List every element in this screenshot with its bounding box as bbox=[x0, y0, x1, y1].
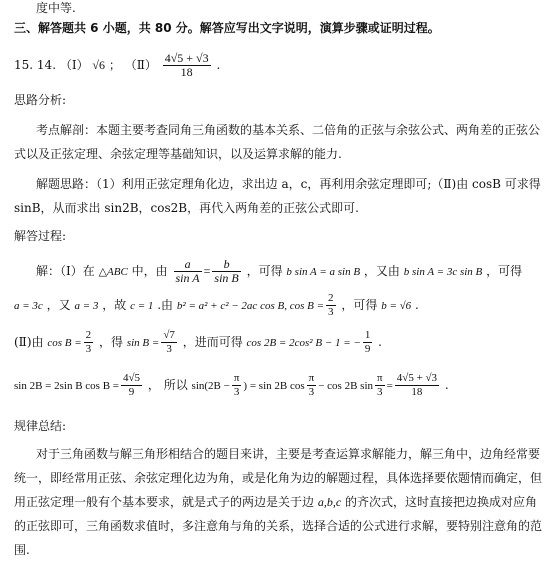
answer-end: . bbox=[216, 58, 221, 72]
step4-frac3 bbox=[307, 372, 317, 399]
guilv-title: 规律总结: bbox=[14, 419, 67, 433]
solution-step3 bbox=[14, 326, 382, 358]
step3-frac1-den: 3 bbox=[85, 343, 92, 355]
step4-equals: = bbox=[386, 380, 393, 392]
part2-numerator: 4√5 + √3 bbox=[164, 51, 209, 65]
jieti-line2: sinB，从而求出 sin2B，cos2B，再代入两角差的正弦公式即可. bbox=[14, 201, 359, 215]
part1-label: （Ⅰ） bbox=[59, 58, 89, 72]
step4-frac1 bbox=[121, 372, 142, 399]
guilv-line2: 统一，即经常用正弦、余弦定理化边为角，或是化角为边的解题过程，具体选择要依题情而确定，但 bbox=[14, 471, 543, 485]
step4-frac3-num: π bbox=[308, 372, 315, 384]
guilv-line3 bbox=[14, 494, 537, 510]
step3-frac2-num: √7 bbox=[163, 329, 175, 341]
step3-frac2-den: 3 bbox=[166, 343, 172, 355]
step4-text-a: ， 所以 bbox=[147, 378, 188, 392]
silu-fenxi-title: 思路分析: bbox=[14, 93, 67, 107]
step2-frac-den: 3 bbox=[328, 306, 334, 318]
step1-eq: = bbox=[203, 264, 211, 278]
jieti-line1: 解题思路：（1）利用正弦定理角化边，求出边 a，c，再利用余弦定理即可;（Ⅱ)由 cosB 可求得 bbox=[36, 177, 541, 191]
step1-text-d: ，又由 bbox=[363, 264, 400, 278]
answer-line bbox=[14, 46, 220, 84]
step2-text-d: ，可得 bbox=[341, 298, 378, 312]
step1-frac1 bbox=[174, 258, 202, 285]
step2-expr3: c = 1 bbox=[130, 300, 154, 312]
part2-denominator: 18 bbox=[180, 65, 193, 79]
step2-expr1: a = 3c bbox=[14, 300, 43, 312]
step3-frac1 bbox=[84, 329, 94, 356]
step3-expr3: cos 2B = 2cos² B − 1 = − bbox=[246, 337, 361, 349]
step4-frac3-den: 3 bbox=[308, 386, 315, 398]
step3-text-d: . bbox=[378, 335, 382, 349]
kaodian-line2: 式以及正弦定理、余弦定理等基础知识，以及运算求解的能力. bbox=[14, 147, 342, 161]
step4-frac2-num: π bbox=[233, 372, 240, 384]
step2-text-e: . bbox=[414, 298, 419, 312]
step2-expr4: b² = a² + c² − 2ac cos B, cos B = bbox=[176, 300, 325, 312]
guilv-line3-c: 的齐次式，这时直接把边换成对应角 bbox=[345, 495, 538, 509]
step4-frac4-num: π bbox=[377, 372, 383, 384]
kaodian-line1: 考点解剖：本题主要考查同角三角函数的基本关系、二倍角的正弦与余弦公式、两角差的正弦公 bbox=[36, 123, 541, 137]
step2-expr2: a = 3 bbox=[74, 300, 99, 312]
step3-text-b: ，得 bbox=[99, 335, 124, 349]
separator: ； bbox=[108, 58, 121, 72]
step4-mid2: − cos 2B sin bbox=[318, 380, 373, 392]
step1-text-b: 中，由 bbox=[131, 264, 168, 278]
step2-text-a: ，又 bbox=[46, 298, 71, 312]
step4-frac4 bbox=[375, 372, 385, 399]
step4-frac1-den: 9 bbox=[128, 386, 135, 398]
step4-sin: sin bbox=[191, 380, 205, 392]
step3-text-a: (Ⅱ)由 bbox=[14, 335, 44, 349]
step4-paren-open: (2B − bbox=[204, 380, 230, 392]
section-heading: 三、解答题共 6 小题，共 80 分。解答应写出文字说明，演算步骤或证明过程。 bbox=[14, 21, 440, 35]
part2-label: （Ⅱ） bbox=[124, 58, 157, 72]
step1-frac1-den: sin A bbox=[175, 271, 200, 285]
part1-value: √6 bbox=[92, 58, 106, 72]
solution-step4 bbox=[14, 368, 449, 402]
step3-frac3 bbox=[363, 329, 373, 356]
step4-expr1: sin 2B = 2sin B cos B = bbox=[14, 380, 120, 392]
step1-frac1-num: a bbox=[174, 258, 202, 272]
step4-frac5 bbox=[395, 372, 439, 399]
step3-expr2: sin B = bbox=[126, 337, 160, 349]
step1-frac2 bbox=[212, 258, 240, 285]
step3-expr1: cos B = bbox=[47, 337, 82, 349]
step3-frac2 bbox=[161, 329, 177, 356]
question-number: 15. bbox=[14, 58, 34, 72]
step4-frac5-den: 18 bbox=[411, 386, 423, 398]
step2-text-c: .由 bbox=[157, 298, 174, 312]
step1-expr2: b sin A = 3c sin B bbox=[403, 266, 483, 278]
guilv-line3-a: 用正弦定理一般有个基本要求，就是式子的两边是关于边 bbox=[14, 495, 315, 509]
step2-frac-num: 2 bbox=[328, 292, 334, 304]
step1-text-e: ，可得 bbox=[486, 264, 523, 278]
step4-frac4-den: 3 bbox=[377, 386, 383, 398]
top-partial-text: 度中等. bbox=[36, 1, 76, 15]
question-number-2: 14. bbox=[36, 58, 57, 72]
step3-frac1-num: 2 bbox=[85, 329, 92, 341]
step2-text-b: ，故 bbox=[102, 298, 127, 312]
solution-step1 bbox=[36, 256, 522, 286]
step4-frac5-num: 4√5 + √3 bbox=[396, 372, 438, 384]
step1-text-c: ，可得 bbox=[246, 264, 283, 278]
guilv-line4: 的正弦即可，三角函数求值时，多注意角与角的关系，选择合适的公式进行求解，要特别注意角的范 bbox=[14, 519, 543, 533]
step1-expr1: b sin A = a sin B bbox=[286, 266, 361, 278]
step2-frac bbox=[326, 292, 336, 319]
step1-frac2-den: sin B bbox=[214, 271, 239, 285]
guilv-line5: 围. bbox=[14, 543, 30, 557]
step4-mid1: ) = sin 2B cos bbox=[243, 380, 305, 392]
step4-frac2 bbox=[232, 372, 242, 399]
guilv-line1: 对于三角函数与解三角形相结合的题目来讲，主要是考查运算求解能力，解三角中，边角经常要 bbox=[36, 447, 541, 461]
jieda-title: 解答过程: bbox=[14, 229, 67, 243]
step1-text-a: 解：（I）在 bbox=[36, 264, 95, 278]
step4-frac1-num: 4√5 bbox=[123, 372, 141, 384]
step1-triangle: △ABC bbox=[98, 266, 128, 278]
step3-frac3-den: 9 bbox=[364, 343, 371, 355]
guilv-line3-vars: a,b,c bbox=[317, 495, 342, 509]
step4-text-b: . bbox=[444, 378, 449, 392]
step2-expr5: b = √6 bbox=[381, 300, 412, 312]
solution-step2 bbox=[14, 290, 419, 320]
step1-frac2-num: b bbox=[212, 258, 240, 272]
part2-fraction bbox=[163, 52, 211, 79]
step4-frac2-den: 3 bbox=[233, 386, 240, 398]
step3-text-c: ，进而可得 bbox=[182, 335, 243, 349]
step3-frac3-num: 1 bbox=[364, 329, 371, 341]
